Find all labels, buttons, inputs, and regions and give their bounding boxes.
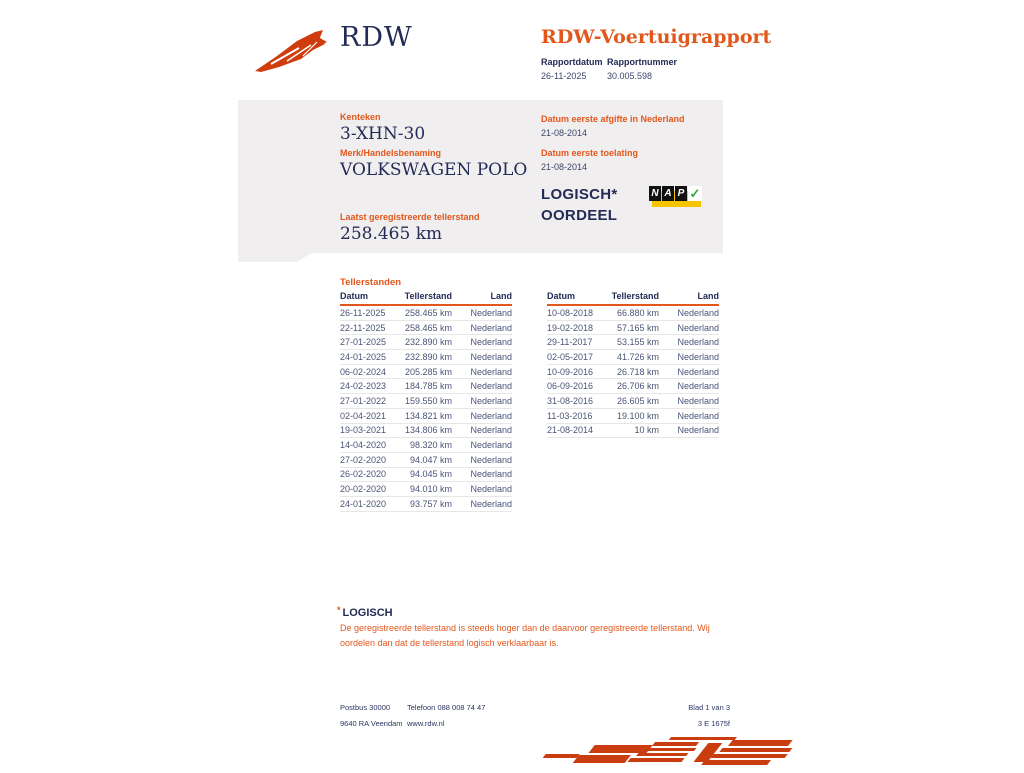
cell-datum: 10-08-2018 xyxy=(547,307,594,318)
footnote-text: De geregistreerde tellerstand is steeds hoger dan de daarvoor geregistreerde tellerstand. Wij oordelen dan dat de tellerstand logisch verklaarbaar is. xyxy=(340,623,710,648)
cell-datum: 27-01-2025 xyxy=(340,337,387,348)
cell-tellerstand: 41.726 km xyxy=(616,351,659,362)
cell-land: Nederland xyxy=(677,351,719,362)
cell-land: Nederland xyxy=(677,381,719,392)
cell-land: Nederland xyxy=(470,307,512,318)
report-number-block xyxy=(607,57,677,81)
table-row xyxy=(340,365,512,380)
cell-datum: 21-08-2014 xyxy=(547,425,594,436)
table-row xyxy=(340,379,512,394)
eerste-toelating-value: 21-08-2014 xyxy=(541,162,588,172)
oordeel-line2: OORDEEL xyxy=(541,207,618,224)
cell-land: Nederland xyxy=(470,366,512,377)
col-header-datum: Datum xyxy=(547,291,576,301)
eerste-afgifte-value: 21-08-2014 xyxy=(541,128,588,138)
cell-land: Nederland xyxy=(470,425,512,436)
laatste-tellerstand-block xyxy=(340,212,480,244)
cell-tellerstand: 94.010 km xyxy=(409,484,452,495)
cell-tellerstand: 258.465 km xyxy=(404,322,452,333)
table-row xyxy=(340,424,512,439)
footer-phone: Telefoon 088 008 74 47 xyxy=(407,703,486,712)
col-header-tellerstand: Tellerstand xyxy=(404,291,452,301)
cell-land: Nederland xyxy=(677,366,719,377)
merk-block xyxy=(340,148,527,180)
cell-tellerstand: 26.718 km xyxy=(616,366,659,377)
col-header-land: Land xyxy=(697,291,719,301)
cell-land: Nederland xyxy=(470,322,512,333)
cell-tellerstand: 159.550 km xyxy=(404,395,452,406)
cell-tellerstand: 26.706 km xyxy=(616,381,659,392)
nap-check-icon: ✓ xyxy=(689,185,701,201)
cell-land: Nederland xyxy=(677,425,719,436)
cell-tellerstand: 19.100 km xyxy=(616,410,659,421)
table-row xyxy=(340,335,512,350)
table-row xyxy=(547,321,719,336)
col-header-datum: Datum xyxy=(340,291,369,301)
cell-tellerstand: 184.785 km xyxy=(404,381,452,392)
eerste-toelating-label: Datum eerste toelating xyxy=(541,148,639,158)
cell-datum: 06-09-2016 xyxy=(547,381,594,392)
cell-datum: 29-11-2017 xyxy=(547,337,593,348)
table-row xyxy=(340,453,512,468)
cell-datum: 14-04-2020 xyxy=(340,440,387,451)
cell-land: Nederland xyxy=(677,337,719,348)
cell-datum: 10-09-2016 xyxy=(547,366,594,377)
cell-datum: 26-11-2025 xyxy=(340,307,386,318)
cell-datum: 20-02-2020 xyxy=(340,484,387,495)
cell-land: Nederland xyxy=(470,440,512,451)
footnote-heading xyxy=(337,605,393,619)
cell-datum: 22-11-2025 xyxy=(340,322,386,333)
cell-tellerstand: 94.045 km xyxy=(409,469,452,480)
cell-tellerstand: 66.880 km xyxy=(616,307,659,318)
cell-land: Nederland xyxy=(677,322,719,333)
table-header-row xyxy=(340,291,512,306)
laatste-tellerstand-value: 258.465 km xyxy=(340,224,443,244)
table-row xyxy=(340,497,512,512)
cell-datum: 27-02-2020 xyxy=(340,454,387,465)
cell-datum: 02-04-2021 xyxy=(340,410,387,421)
report-number-value: 30.005.598 xyxy=(607,71,653,81)
table-row xyxy=(547,424,719,439)
rdw-bird-logo-icon xyxy=(253,28,333,74)
cell-tellerstand: 57.165 km xyxy=(616,322,659,333)
nap-letter-tile: A xyxy=(662,186,674,201)
cell-land: Nederland xyxy=(470,337,512,348)
table-row xyxy=(547,409,719,424)
cell-datum: 24-01-2020 xyxy=(340,498,387,509)
cell-datum: 26-02-2020 xyxy=(340,469,387,480)
laatste-tellerstand-label: Laatst geregistreerde tellerstand xyxy=(340,212,480,222)
cell-land: Nederland xyxy=(470,410,512,421)
footnote-star: * xyxy=(337,605,341,615)
cell-datum: 02-05-2017 xyxy=(547,351,594,362)
cell-datum: 11-03-2016 xyxy=(547,410,593,421)
report-date-label: Rapportdatum xyxy=(541,57,603,67)
table-row xyxy=(547,335,719,350)
footer-city: 9640 RA Veendam xyxy=(340,719,403,728)
table-row xyxy=(340,321,512,336)
cell-land: Nederland xyxy=(677,410,719,421)
rdw-stripe-graphic-icon xyxy=(543,737,803,768)
cell-land: Nederland xyxy=(470,351,512,362)
kenteken-block xyxy=(340,112,425,144)
cell-datum: 19-03-2021 xyxy=(340,425,387,436)
nap-logo-icon xyxy=(649,186,701,208)
cell-tellerstand: 98.320 km xyxy=(409,440,452,451)
col-header-tellerstand: Tellerstand xyxy=(611,291,659,301)
report-number-label: Rapportnummer xyxy=(607,57,678,67)
kenteken-label: Kenteken xyxy=(340,112,381,122)
cell-tellerstand: 93.757 km xyxy=(409,498,452,509)
cell-land: Nederland xyxy=(470,395,512,406)
footer-address xyxy=(340,700,403,732)
table-row xyxy=(340,306,512,321)
cell-datum: 06-02-2024 xyxy=(340,366,387,377)
page-title: RDW-Voertuigrapport xyxy=(541,26,772,48)
tellerstanden-table-right xyxy=(547,291,719,438)
cell-datum: 19-02-2018 xyxy=(547,322,594,333)
table-row xyxy=(340,394,512,409)
eerste-afgifte-label: Datum eerste afgifte in Nederland xyxy=(541,114,685,124)
nap-letter-tile: N xyxy=(649,186,661,201)
cell-tellerstand: 205.285 km xyxy=(404,366,452,377)
cell-tellerstand: 134.806 km xyxy=(404,425,452,436)
table-row xyxy=(340,468,512,483)
kenteken-value: 3-XHN-30 xyxy=(340,124,426,144)
cell-tellerstand: 94.047 km xyxy=(409,454,452,465)
cell-land: Nederland xyxy=(470,498,512,509)
merk-value: VOLKSWAGEN POLO xyxy=(340,160,528,180)
nap-letter-tile: P xyxy=(675,186,687,201)
cell-datum: 31-08-2016 xyxy=(547,395,594,406)
table-row xyxy=(547,379,719,394)
report-date-value: 26-11-2025 xyxy=(541,71,587,81)
eerste-afgifte-block xyxy=(541,114,685,138)
merk-label: Merk/Handelsbenaming xyxy=(340,148,442,158)
table-row xyxy=(340,438,512,453)
cell-land: Nederland xyxy=(470,469,512,480)
rdw-wordmark: RDW xyxy=(340,22,413,53)
cell-tellerstand: 26.605 km xyxy=(616,395,659,406)
cell-tellerstand: 232.890 km xyxy=(404,337,452,348)
table-row xyxy=(547,365,719,380)
oordeel-line1: LOGISCH* xyxy=(541,186,618,203)
cell-datum: 27-01-2022 xyxy=(340,395,387,406)
table-row xyxy=(547,394,719,409)
cell-land: Nederland xyxy=(470,381,512,392)
cell-datum: 24-01-2025 xyxy=(340,351,387,362)
table-row xyxy=(340,409,512,424)
table-row xyxy=(340,482,512,497)
footnote-heading-text: LOGISCH xyxy=(342,607,393,619)
table-row xyxy=(547,350,719,365)
eerste-toelating-block xyxy=(541,148,638,172)
oordeel-verdict xyxy=(541,184,618,226)
cell-tellerstand: 53.155 km xyxy=(616,337,659,348)
footer-website: www.rdw.nl xyxy=(407,719,445,728)
table-row xyxy=(547,306,719,321)
table-row xyxy=(340,350,512,365)
cell-tellerstand: 232.890 km xyxy=(404,351,452,362)
cell-tellerstand: 258.465 km xyxy=(404,307,452,318)
footer-form-code: 3 E 1675f xyxy=(697,719,730,728)
cell-tellerstand: 134.821 km xyxy=(404,410,452,421)
tellerstanden-heading: Tellerstanden xyxy=(340,277,402,288)
report-date-block xyxy=(541,57,603,81)
cell-land: Nederland xyxy=(677,395,719,406)
tellerstanden-table-left xyxy=(340,291,512,512)
footer-page-number: Blad 1 van 3 xyxy=(688,703,730,712)
col-header-land: Land xyxy=(490,291,512,301)
table-header-row xyxy=(547,291,719,306)
cell-land: Nederland xyxy=(470,484,512,495)
cell-land: Nederland xyxy=(470,454,512,465)
cell-tellerstand: 10 km xyxy=(634,425,659,436)
cell-land: Nederland xyxy=(677,307,719,318)
cell-datum: 24-02-2023 xyxy=(340,381,387,392)
footer-page-info xyxy=(560,700,730,732)
footer-postbus: Postbus 30000 xyxy=(340,703,391,712)
footer-contact xyxy=(407,700,485,732)
